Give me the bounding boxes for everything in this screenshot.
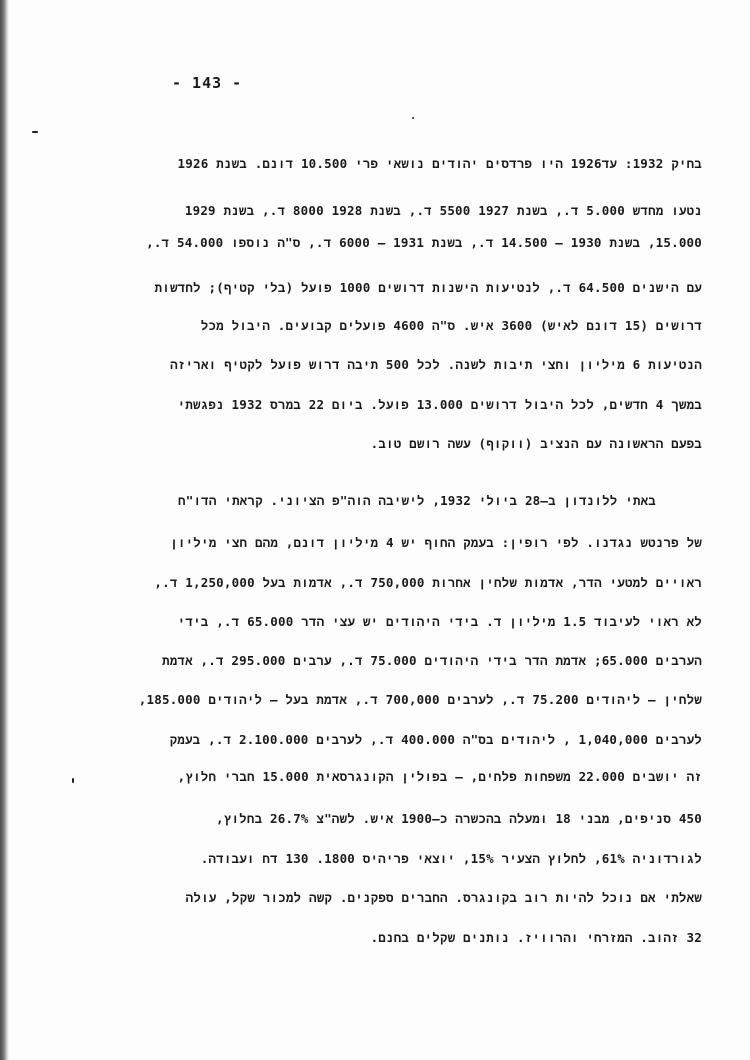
text-line: שלחין – ליהודים 75.200 ד., לערבים 700,000 ד., אדמת בעל – ליהודים 185.000, xyxy=(138,692,702,707)
text-line: לערבים 1,040,000 , ליהודים בס"ה 400.000 ד., לערבים 2.100.000 ד., בעמק xyxy=(169,732,702,747)
text-line: שאלתי אם נוכל להיות רוב בקונגרס. החברים ספקנים. קשה למכור שקל, עולה xyxy=(185,890,702,905)
scan-speck xyxy=(32,131,38,133)
text-line: הנטיעות 6 מיליון וחצי תיבות לשנה. לכל 500 תיבה דרוש פועל לקטיף ואריזה xyxy=(170,357,702,372)
text-line: הערבים 65.000; אדמת הדר בידי היהודים 75.000 ד., ערבים 295.000 ד., אדמת xyxy=(162,653,702,668)
text-line: 32 זהוב. המזרחי והרוויז. נותנים שקלים בחנם. xyxy=(370,930,702,945)
text-line: 15.000, בשנת 1930 – 14.500 ד., בשנת 1931 – 6000 ד., ס"ה נוספו 54.000 ד., xyxy=(146,235,702,250)
text-line: עם הישנים 64.500 ד., לנטיעות הישנות דרושים 1000 פועל (בלי קטיף); לחדשות xyxy=(154,280,702,295)
text-line: לא ראוי לעיבוד 1.5 מיליון ד. בידי היהודים יש עצי הדר 65.000 ד., בידי xyxy=(177,614,702,629)
text-line: זה יושבים 22.000 משפחות פלחים, – בפולין הקונגרסאית 15.000 חברי חלוץ, xyxy=(177,769,702,784)
text-line: נטעו מחדש 5.000 ד., בשנת 1927 5500 ד., בשנת 1928 8000 ד., בשנת 1929 xyxy=(184,203,702,218)
text-line: דרושים (15 דונם לאיש) 3600 איש. ס"ה 4600 פועלים קבועים. היבול מכל xyxy=(200,318,702,333)
scan-speck xyxy=(412,117,414,119)
text-line: לגורדוניה 61%, לחלוץ הצעיר 15%, יוצאי פריהיס 1800. 130 דח ועבודה. xyxy=(200,851,702,866)
text-line: של פרנטש נגדנו. לפי רופין: בעמק החוף יש 4 מיליון דונם, מהם חצי מיליון xyxy=(170,535,702,550)
text-line: 450 סניפים, מבני 18 ומעלה בהכשרה כ–1900 איש. לשה"צ 26.7% בחלוץ, xyxy=(216,811,702,826)
text-line: ראויים למטעי הדר, אדמות שלחין אחרות 750,000 ד., אדמות בעל 1,250,000 ד., xyxy=(154,575,702,590)
page-number: - 143 - xyxy=(172,74,243,92)
text-line: בחיק 1932: עד1926 היו פרדסים יהודים נושאי פרי 10.500 דונם. בשנת 1926 xyxy=(177,156,702,171)
text-line: באתי ללונדון ב–28 ביולי 1932, לישיבה הוה"פ הציוני. קראתי הדו"ח xyxy=(178,493,656,508)
text-line: במשך 4 חדשים, לכל היבול דרושים 13.000 פועל. ביום 22 במרס 1932 נפגשתי xyxy=(177,397,702,412)
scan-edge-shadow xyxy=(0,0,9,1060)
text-line: בפעם הראשונה עם הנציב (ווקוף) עשה רושם טוב. xyxy=(370,436,702,451)
scan-speck xyxy=(72,778,74,783)
